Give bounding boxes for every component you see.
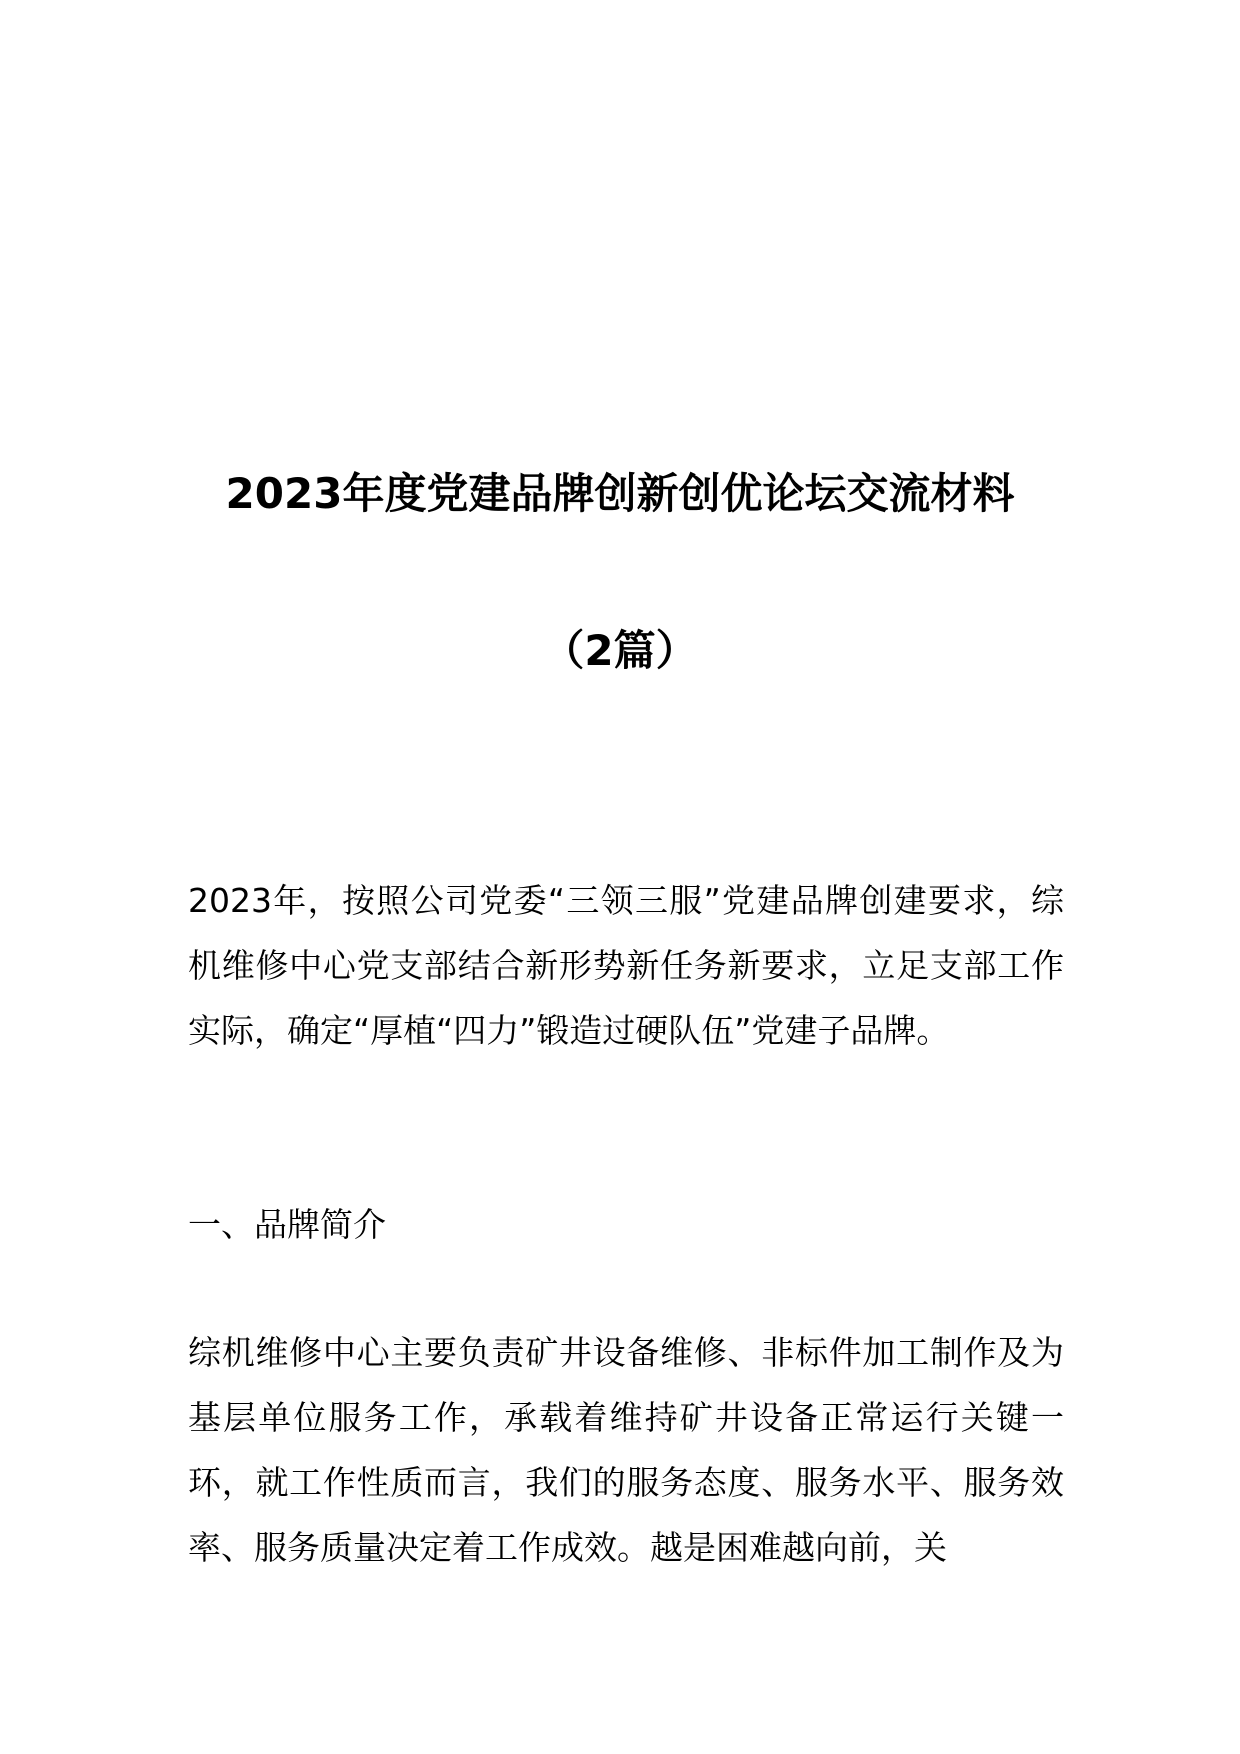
section-paragraph: 综机维修中心主要负责矿井设备维修、非标件加工制作及为基层单位服务工作，承载着维持矿井设备正常运行关键一环，就工作性质而言，我们的服务态度、服务水平、服务效率、服务质量决定着工作成效。越是困难越向前，关 xyxy=(188,1333,1064,1567)
document-title: 2023年度党建品牌创新创优论坛交流材料 xyxy=(225,469,1015,518)
document-title-count: （2篇） xyxy=(542,626,698,675)
section-heading: 一、品牌简介 xyxy=(188,1205,386,1244)
intro-paragraph: 2023年，按照公司党委“三领三服”党建品牌创建要求，综机维修中心党支部结合新形势新任务新要求，立足支部工作实际，确定“厚植“四力”锻造过硬队伍”党建子品牌。 xyxy=(188,881,1064,1050)
